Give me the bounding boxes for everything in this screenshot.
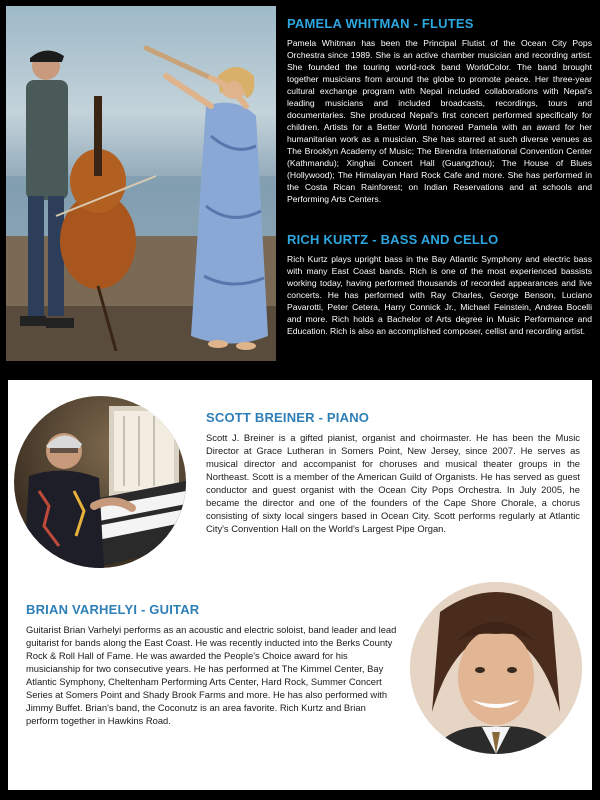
portrait-illustration	[410, 582, 582, 754]
pamela-heading: PAMELA WHITMAN - FLUTES	[287, 16, 474, 31]
brian-bio-text: Guitarist Brian Varhelyi performs as an acoustic and electric soloist, band leader and lead guitarist for bands along the East Coast. He was recently inducted into the Berks County Rock & Roll Hall of Fame. He was awarded the People's Choice award for his musicianship for two consecutive years. He has performed at The Kimmel Center, Bay Atlantic Symphony, Cheltenham Performing Arts Center, Hard Rock, Summer Concert Series at Somers Point and Shady Brook Farms and more. He has also performed with Jimmy Buffet. Brian's band, the Coconutz is an area favorite. Rich Kurtz and Brian perform together in Hawkins Road.	[26, 624, 397, 726]
brian-bio-block	[26, 602, 398, 727]
brian-portrait-photo	[410, 582, 582, 754]
bottom-white-card	[8, 380, 592, 790]
scott-organ-photo	[14, 396, 186, 568]
organ-photo-illustration	[14, 396, 186, 568]
beach-photo-illustration	[6, 6, 276, 361]
brian-heading: BRIAN VARHELYI - GUITAR	[26, 602, 200, 617]
scott-bio-text: Scott J. Breiner is a gifted pianist, organist and choirmaster. He has been the Music Director at Grace Lutheran in Somers Point, New Jersey, since 2007. He serves as musical director and accompanist for choruses and musical theater groups in the Northeast. Scott is a member of the American Guild of Organists. He has served as guest conductor and guest organist with the Ocean City Pops Orchestra. In July 2005, he became the director and one of the founders of the Cape Shore Chorale, a chorus consisting of sixty local singers based in Ocean City. Scott performs regularly at Atlantic City's Convention Hall on the World's Largest Pipe Organ.	[206, 432, 580, 534]
pamela-bio-block	[287, 16, 592, 205]
rich-bio-block	[287, 232, 592, 337]
rich-heading: RICH KURTZ - BASS AND CELLO	[287, 232, 499, 247]
rich-bio-text: Rich Kurtz plays upright bass in the Bay Atlantic Symphony and electric bass with many East Coast bands. Rich is one of the most experienced bassists working today, having performed thousands of recorded appearances and live concerts. He has performed with Ray Charles, George Benson, Luciano Pavarotti, Peter Cetera, Harry Connick Jr., Michael Feinstein, Andrea Bocelli and more. Rich holds a Bachelor of Arts degree in Music Performance and Education. Rich is also an accomplished composer, cellist and recording artist.	[287, 254, 592, 336]
scott-heading: SCOTT BREINER - PIANO	[206, 410, 370, 425]
top-dark-section	[0, 0, 600, 375]
pamela-rich-beach-photo	[6, 6, 276, 361]
scott-bio-block	[206, 410, 580, 535]
pamela-bio-text: Pamela Whitman has been the Principal Flutist of the Ocean City Pops Orchestra since 1989. She is an active chamber musician and recording artist. She founded the touring world-rock band WorldColor. The band brought together musicians from around the globe to promote peace. Her three-year cultural exchange program with Nepal included collaborations with Nepal's leading musicians and included broadcasts, recordings, tours and documentaries. She produced Nepal's first concert performed specifically for children. Artists for a Better World honored Pamela with an award for her humanitarian work as a musician. She has starred at such diverse venues as The Brooklyn Academy of Music; The Birendra International Convention Center (Kathmandu); Xinghai Concert Hall (Guangzhou); The House of Blues (Hollywood); The Himalayan Hard Rock Cafe and more. She has performed in the Costa Rican Rainforest; on Indian Reservations and at schools and Performing Arts Centers.	[287, 38, 592, 204]
